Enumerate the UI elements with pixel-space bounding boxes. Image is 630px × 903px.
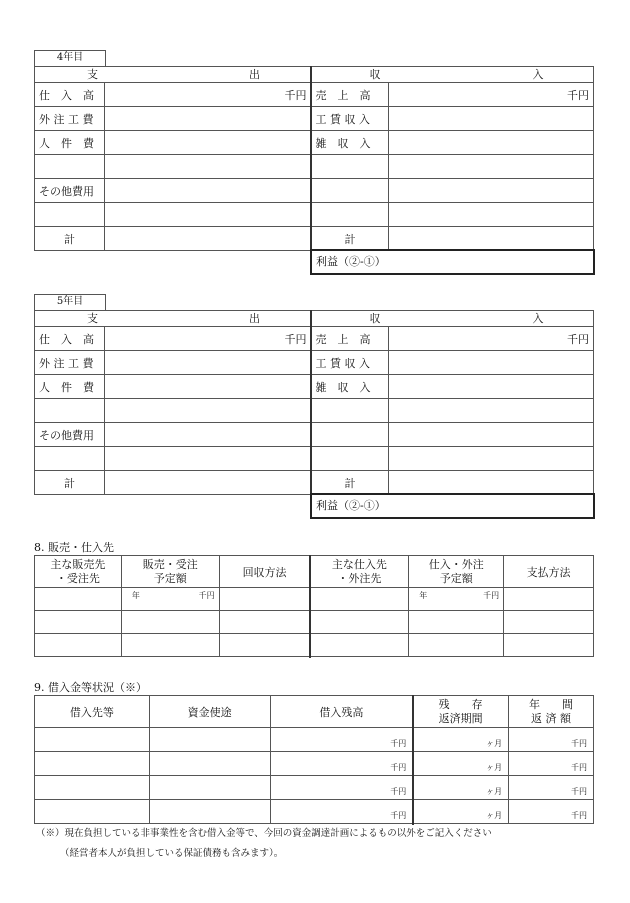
income-header-left: 収 <box>369 68 381 81</box>
expense-label: 外 注 工 費 <box>35 351 105 375</box>
sales-amount-field[interactable] <box>121 611 219 634</box>
fund-usage-field[interactable] <box>149 752 270 776</box>
fund-usage-field[interactable] <box>149 728 270 752</box>
expense-value-field[interactable] <box>104 131 311 155</box>
unit-label: 千円 <box>571 763 587 772</box>
table-row <box>35 375 594 399</box>
income-label[interactable] <box>311 155 389 179</box>
payment-method-field[interactable] <box>504 588 594 611</box>
year5-divider <box>310 310 312 518</box>
sales-divider <box>309 555 311 658</box>
expense-header-right: 出 <box>249 312 260 325</box>
expense-total-label: 計 <box>35 227 105 251</box>
fund-usage-field[interactable] <box>149 800 270 824</box>
sales-amount-field[interactable] <box>121 588 219 611</box>
year5-table <box>34 310 594 495</box>
year-label: 年 <box>131 591 140 600</box>
lender-field[interactable] <box>35 752 150 776</box>
table-row <box>35 728 594 752</box>
income-label[interactable] <box>311 179 389 203</box>
expense-header-left: 支 <box>87 312 98 325</box>
total-row <box>35 471 594 495</box>
income-value-field[interactable] <box>389 107 594 131</box>
income-label: 工 賃 収 入 <box>311 107 389 131</box>
loans-divider <box>412 695 414 825</box>
expense-label[interactable] <box>35 399 105 423</box>
table-row <box>35 752 594 776</box>
expense-header-left: 支 <box>87 68 98 81</box>
expense-label[interactable] <box>35 203 105 227</box>
expense-value-field[interactable] <box>104 375 311 399</box>
income-value-field[interactable] <box>389 179 594 203</box>
expense-total-field[interactable] <box>104 471 311 495</box>
loan-balance-field[interactable] <box>270 776 413 800</box>
annual-repayment-field[interactable] <box>509 752 594 776</box>
sales-header-cell: 販売・受注 予定額 <box>121 556 219 588</box>
supplier-field[interactable] <box>310 611 409 634</box>
expense-label: 人 件 費 <box>35 375 105 399</box>
expense-label[interactable] <box>35 447 105 471</box>
income-value-field[interactable] <box>389 399 594 423</box>
year5-header-row <box>35 311 594 327</box>
income-total-field[interactable] <box>389 471 594 495</box>
loan-balance-field[interactable] <box>270 800 413 824</box>
lender-field[interactable] <box>35 776 150 800</box>
loans-header-cell: 資金使途 <box>149 696 270 728</box>
expense-header-right: 出 <box>249 68 260 81</box>
income-label: 雑 収 入 <box>311 375 389 399</box>
loans-note-2: （経営者本人が負担している保証債務も含みます）。 <box>60 848 284 859</box>
table-row <box>35 107 594 131</box>
unit-label: 千円 <box>198 591 215 600</box>
annual-repayment-field[interactable] <box>509 800 594 824</box>
remaining-period-field[interactable] <box>413 776 509 800</box>
lender-field[interactable] <box>35 800 150 824</box>
loans-section-title: 9. 借入金等状況（※） <box>34 681 147 694</box>
unit-label: ヶ月 <box>486 763 503 772</box>
sales-header-cell: 回収方法 <box>219 556 310 588</box>
income-label: 雑 収 入 <box>311 131 389 155</box>
table-row <box>35 327 594 351</box>
supplier-field[interactable] <box>310 588 409 611</box>
loan-balance-field[interactable] <box>270 752 413 776</box>
income-value-field[interactable] <box>389 155 594 179</box>
payment-method-field[interactable] <box>504 611 594 634</box>
income-label: 工 賃 収 入 <box>311 351 389 375</box>
expense-label: 外 注 工 費 <box>35 107 105 131</box>
expense-value-field[interactable]: 千円 <box>104 83 311 107</box>
income-header-right: 入 <box>532 68 544 81</box>
sales-section-title: 8. 販売・仕入先 <box>34 541 114 554</box>
expense-label: 人 件 費 <box>35 131 105 155</box>
sales-header-cell: 主な販売先 ・受注先 <box>35 556 122 588</box>
table-row <box>35 131 594 155</box>
income-total-label: 計 <box>311 227 389 251</box>
income-value-field[interactable]: 千円 <box>389 327 594 351</box>
table-row <box>35 588 594 611</box>
sales-header-cell: 仕入・外注 予定額 <box>409 556 504 588</box>
loans-table <box>34 695 594 824</box>
year4-divider <box>310 66 312 274</box>
income-value-field[interactable] <box>389 131 594 155</box>
sales-amount-field[interactable] <box>121 634 219 657</box>
table-row <box>35 399 594 423</box>
income-header-right: 入 <box>532 312 544 325</box>
unit-label: 千円 <box>571 739 587 748</box>
income-label[interactable] <box>311 447 389 471</box>
income-value-field[interactable] <box>389 203 594 227</box>
income-value-field[interactable] <box>389 423 594 447</box>
income-total-label: 計 <box>311 471 389 495</box>
year4-tab: 4年目 <box>34 50 106 66</box>
unit-label: 千円 <box>483 591 500 600</box>
income-value-field[interactable] <box>389 447 594 471</box>
expense-total-label: 計 <box>35 471 105 495</box>
loans-header-cell: 残 存 返済期間 <box>413 696 509 728</box>
unit-label: ヶ月 <box>486 787 503 796</box>
loan-balance-field[interactable] <box>270 728 413 752</box>
year5-profit-field[interactable]: 利益（②-①） <box>310 493 595 519</box>
income-value-field[interactable]: 千円 <box>389 83 594 107</box>
income-value-field[interactable] <box>389 351 594 375</box>
income-total-field[interactable] <box>389 227 594 251</box>
supplier-field[interactable] <box>310 634 409 657</box>
income-value-field[interactable] <box>389 375 594 399</box>
income-label[interactable] <box>311 399 389 423</box>
table-row <box>35 611 594 634</box>
remaining-period-field[interactable] <box>413 800 509 824</box>
collection-method-field[interactable] <box>219 611 310 634</box>
purchase-amount-field[interactable] <box>409 611 504 634</box>
income-label[interactable] <box>311 203 389 227</box>
loans-note-1: （※）現在負担している非事業性を含む借入金等で、今回の資金調達計画によるもの以外をご記入ください <box>36 828 492 839</box>
expense-value-field[interactable] <box>104 351 311 375</box>
table-row <box>35 423 594 447</box>
table-row <box>35 155 594 179</box>
income-label: 売 上 高 <box>311 83 389 107</box>
expense-label: 仕 入 高 <box>35 327 105 351</box>
unit-label: 千円 <box>390 739 407 748</box>
expense-value-field[interactable] <box>104 447 311 471</box>
unit-label: 千円 <box>571 787 587 796</box>
sales-header-cell: 主な仕入先 ・外注先 <box>310 556 409 588</box>
income-header-left: 収 <box>369 312 381 325</box>
table-row <box>35 351 594 375</box>
year4-table <box>34 66 594 251</box>
sales-header-row <box>35 556 594 588</box>
year-label: 年 <box>419 591 428 600</box>
loans-header-cell: 借入残高 <box>270 696 413 728</box>
table-row <box>35 179 594 203</box>
expense-label: その他費用 <box>35 179 105 203</box>
expense-value-field[interactable] <box>104 155 311 179</box>
income-label[interactable] <box>311 423 389 447</box>
lender-field[interactable] <box>35 728 150 752</box>
expense-value-field[interactable]: 千円 <box>104 327 311 351</box>
annual-repayment-field[interactable] <box>509 728 594 752</box>
expense-value-field[interactable] <box>104 423 311 447</box>
year4-profit-field[interactable]: 利益（②-①） <box>310 249 595 275</box>
unit-label: 千円 <box>571 811 587 820</box>
fund-usage-field[interactable] <box>149 776 270 800</box>
purchase-amount-field[interactable] <box>409 588 504 611</box>
expense-value-field[interactable] <box>104 203 311 227</box>
annual-repayment-field[interactable] <box>509 776 594 800</box>
year4-header-row <box>35 67 594 83</box>
table-row <box>35 800 594 824</box>
expense-label[interactable] <box>35 155 105 179</box>
unit-label: 千円 <box>390 811 407 820</box>
unit-label: ヶ月 <box>486 739 503 748</box>
table-row <box>35 776 594 800</box>
expense-value-field[interactable] <box>104 179 311 203</box>
table-row <box>35 447 594 471</box>
unit-label: ヶ月 <box>486 811 503 820</box>
table-row <box>35 634 594 657</box>
collection-method-field[interactable] <box>219 588 310 611</box>
expense-value-field[interactable] <box>104 107 311 131</box>
income-label: 売 上 高 <box>311 327 389 351</box>
loans-header-cell: 年 間 返 済 額 <box>509 696 594 728</box>
remaining-period-field[interactable] <box>413 752 509 776</box>
expense-label: その他費用 <box>35 423 105 447</box>
expense-label: 仕 入 高 <box>35 83 105 107</box>
sales-header-cell: 支払方法 <box>504 556 594 588</box>
sales-table <box>34 555 594 657</box>
expense-value-field[interactable] <box>104 399 311 423</box>
unit-label: 千円 <box>390 763 407 772</box>
table-row <box>35 83 594 107</box>
purchase-amount-field[interactable] <box>409 634 504 657</box>
loans-header-cell: 借入先等 <box>35 696 150 728</box>
remaining-period-field[interactable] <box>413 728 509 752</box>
expense-total-field[interactable] <box>104 227 311 251</box>
loans-header-row <box>35 696 594 728</box>
unit-label: 千円 <box>390 787 407 796</box>
table-row <box>35 203 594 227</box>
sales-customer-field[interactable] <box>35 611 122 634</box>
year5-tab: 5年目 <box>34 294 106 310</box>
collection-method-field[interactable] <box>219 634 310 657</box>
total-row <box>35 227 594 251</box>
payment-method-field[interactable] <box>504 634 594 657</box>
sales-customer-field[interactable] <box>35 588 122 611</box>
sales-customer-field[interactable] <box>35 634 122 657</box>
